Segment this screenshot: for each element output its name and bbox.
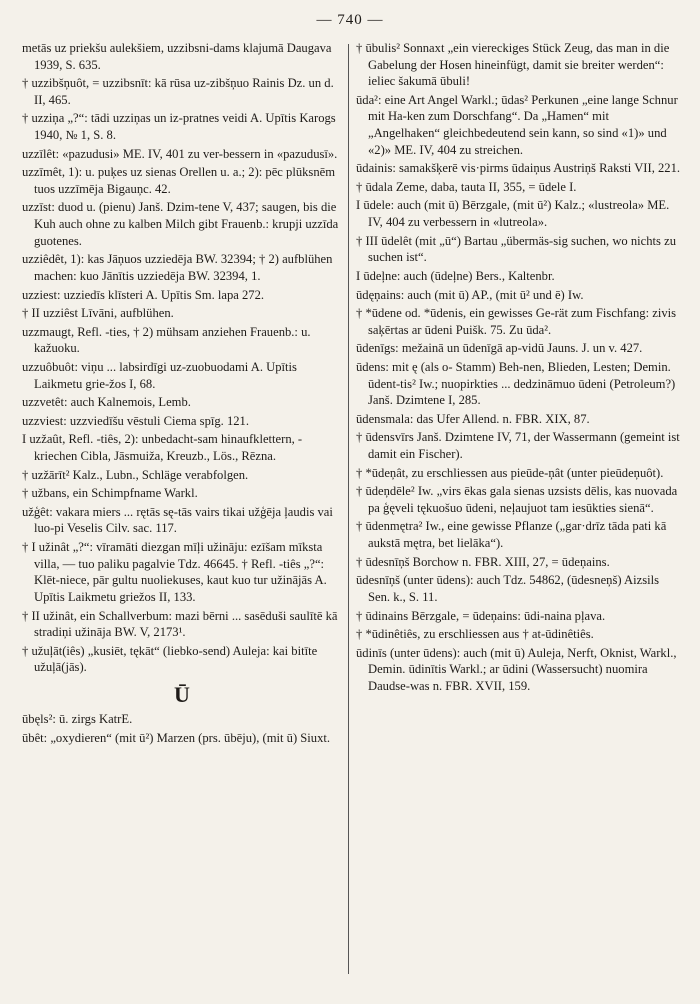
dictionary-entry: † ūdesnīņš Borchow n. FBR. XIII, 27, = ūdeņains.	[356, 554, 610, 569]
dictionary-entry: uzzuôbuôt: viņu ... labsirdīgi uz-zuobuodami A. Upītis Laikmetu grie-žos I, 68.	[22, 359, 297, 391]
dictionary-entry: † uzzibšņuôt, = uzzibsnīt: kā rūsa uz-zibšņuo Rainis Dz. un d. II, 465.	[22, 76, 334, 107]
dictionary-entry: I ūdeļne: auch (ūdeļne) Bers., Kaltenbr.	[356, 268, 555, 283]
dictionary-entry: † II užinât, ein Schallverbum: mazi bērni ... sasēduši saulītē kā stradiņi užināja BW. V, 2173¹.	[22, 608, 338, 640]
dictionary-entry: ūdainis: samakšķerē vis·pirms ūdaiņus Austriņš Raksti VII, 221.	[356, 161, 681, 176]
dictionary-entry: † uzžārīt² Kalz., Lubn., Schläge verabfolgen.	[22, 467, 249, 482]
dictionary-entry: ūdinīs (unter ūdens): auch (mit ū) Auleja, Nerft, Oknist, Warkl., Demin. ūdinītis Warkl.; ar ūdini (Wassersucht) nuomira Daudse-was n. FBR. XVII, 159.	[356, 645, 677, 693]
dictionary-entry: † ūdensvīrs Janš. Dzimtene IV, 71, der Wassermann (gemeint ist damit ein Fischer).	[356, 430, 680, 462]
dictionary-entry: uzzīmêt, 1): u. puķes uz sienas Orellen u. a.; 2): pēc plūksnēm tuos uzzīmēja Bigauņc. 42.	[22, 165, 336, 196]
dictionary-entry: † II uzziêst Līvāni, aufblühen.	[22, 306, 174, 321]
dictionary-entry: ūdensmala: das Ufer Allend. n. FBR. XIX, 87.	[356, 411, 590, 426]
section-letter: Ū	[174, 681, 190, 707]
dictionary-entry: ūbęls²: ū. zirgs KatrE.	[22, 711, 133, 726]
dictionary-entry: † *ūdinêtiês, zu erschliessen aus † at-ūdinêtiês.	[356, 627, 594, 642]
dictionary-entry: ūdesnīņš (unter ūdens): auch Tdz. 54862, (ūdesneņš) Aizsils Sen. k., S. 11.	[356, 573, 660, 604]
right-column	[356, 40, 682, 990]
dictionary-entry: † užuļāt(iês) „kusiēt, tękāt“ (liebko-send) Auleja: kai bitīte užuļā(jās).	[22, 643, 318, 675]
dictionary-entry: † *ūdeņât, zu erschliessen aus pieūde-ņât (unter pieūdeņuôt).	[356, 465, 664, 480]
column-divider	[348, 44, 349, 974]
dictionary-entry: † ūbulis² Sonnaxt „ein viereckiges Stück Zeug, das man in die Gabelung der Hosen hineinfügt, damit sie breiter werden“: ieliec šakumā ūbuli!	[356, 41, 670, 89]
dictionary-entry: † I užinât „?“: vīramāti diezgan mīļi užināju: ezīšam mīksta villa, — tuo paliku pagalvie Tdz. 46645. † Refl. -tiês „?“: Klēt-niece, pār gultu nuoliekuses, kaut kuo tur užinājās A. Upītis Laikmetu griežos II, 133.	[22, 540, 327, 604]
dictionary-entry: I ūdele: auch (mit ū) Bērzgale, (mit ū²) Kalz.; «lustreola» ME. IV, 404 zu verbessern in «lutreola».	[356, 198, 670, 230]
dictionary-entry: uzzviest: uzzviedīšu vēstuli Ciema spīg. 121.	[22, 413, 249, 428]
dictionary-entry: † ūdinains Bērzgale, = ūdeņains: ūdi-naina pļava.	[356, 608, 606, 623]
dictionary-entry: † III ūdelêt (mit „ū“) Bartau „übermäs-sig suchen, wo nichts zu suchen ist“.	[356, 233, 676, 265]
dictionary-entry: † ūdenmętra² Iw., eine gewisse Pflanze („gar·drīz tāda pati kā aukstā mętra, bet lielāka“).	[356, 519, 667, 551]
dictionary-entry: uzzmaugt, Refl. -ties, † 2) mühsam anziehen Frauenb.: u. kažuoku.	[22, 324, 311, 356]
dictionary-entry: ūbêt: „oxydieren“ (mit ū²) Marzen (prs. ūbēju), (mit ū) Siuxt.	[22, 730, 331, 745]
dictionary-entry: † ūdala Zeme, daba, tauta II, 355, = ūdele I.	[356, 179, 577, 194]
dictionary-entry: ūdęņains: auch (mit ū) AP., (mit ū² und ē) Iw.	[356, 287, 584, 302]
dictionary-entry: ūdens: mit ę (als o- Stamm) Beh-nen, Blieden, Lesten; Demin. ūdent-tis² Iw.; nuopirkties ... dedzināmuo ūdeni (Petroleum?) Janš. Dzimtene I, 285.	[356, 359, 676, 408]
page-number: — 740 —	[316, 12, 384, 28]
dictionary-entry: ūda²: eine Art Angel Warkl.; ūdas² Perkunen „eine lange Schnur mit Ha-ken zum Dorschfang“. Da „Hamen“ mit „Angelhaken“ gleichbedeutend sein kann, so sind «1)» und «2)» ME. IV, 404 zu streichen.	[356, 92, 678, 157]
dictionary-entry: metās uz priekšu aulekšiem, uzzibsni-dams klajumā Daugava 1939, S. 635.	[22, 41, 332, 72]
dictionary-entry: uzziêdêt, 1): kas Jāņuos uzziedēja BW. 32394; † 2) aufblühen machen: kuo Jānītis uzziedēja BW. 32394, 1.	[22, 252, 333, 283]
dictionary-entry: † užbans, ein Schimpfname Warkl.	[22, 486, 198, 501]
dictionary-entry: uzziest: uzziedīs klīsteri A. Upītis Sm. lapa 272.	[22, 287, 265, 302]
dictionary-entry: † uzziņa „?“: tādi uzziņas un iz-pratnes veidi A. Upītis Karogs 1940, № 1, S. 8.	[22, 111, 336, 143]
dictionary-entry: † ūdeņdēle² Iw. „virs ēkas gala sienas uzsists dēlis, kas nuovada pa ģęveli tękuošuo ūdeni, neļaujuot tam iesūkties sienā“.	[356, 484, 678, 515]
left-column	[22, 40, 342, 990]
dictionary-entry: uzzīst: duod u. (pienu) Janš. Dzim-tene V, 437; saugen, bis die Kuh auch ohne zu kalben Milch gibt Frauenb.: krupji uzzīda guotenes.	[22, 200, 339, 248]
dictionary-entry: † *ūdene od. *ūdenis, ein gewisses Ge-rät zum Fischfang: zivis saķērtas ar ūdeni Puišk. 75. Zu ūda².	[356, 306, 677, 337]
dictionary-entry: I uzžaût, Refl. -tiês, 2): unbedacht-sam hinaufklettern, -kriechen Cibla, Jāsmuiža, Kreuzb., Lös., Rēzna.	[22, 432, 303, 464]
dictionary-entry: uzzvetêt: auch Kalnemois, Lemb.	[22, 395, 191, 410]
dictionary-entry: ūdenīgs: mežainā un ūdenīgā ap-vidū Jauns. J. un v. 427.	[356, 341, 643, 356]
dictionary-entry: užģêt: vakara miers ... rętās sę-tās vairs tikai užģēja ļaudis vai luo-pi Veselis Cilv. sac. 117.	[22, 504, 333, 536]
dictionary-entry: uzzīlêt: «pazudusi» ME. IV, 401 zu ver-bessern in «pazudusī».	[22, 146, 338, 161]
